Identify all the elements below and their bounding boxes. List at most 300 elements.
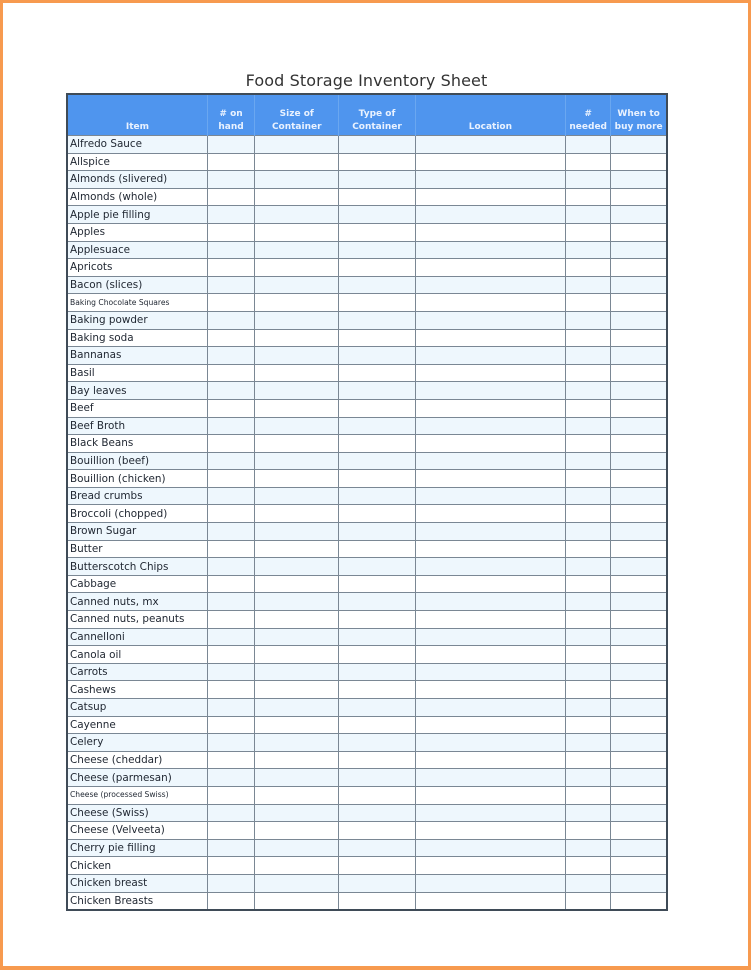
needed-cell[interactable] bbox=[566, 874, 611, 892]
on-hand-cell[interactable] bbox=[207, 716, 254, 734]
when-cell[interactable] bbox=[611, 505, 667, 523]
type-cell[interactable] bbox=[339, 540, 415, 558]
location-cell[interactable] bbox=[415, 188, 566, 206]
when-cell[interactable] bbox=[611, 558, 667, 576]
size-cell[interactable] bbox=[255, 628, 339, 646]
needed-cell[interactable] bbox=[566, 505, 611, 523]
size-cell[interactable] bbox=[255, 575, 339, 593]
location-cell[interactable] bbox=[415, 399, 566, 417]
size-cell[interactable] bbox=[255, 223, 339, 241]
type-cell[interactable] bbox=[339, 523, 415, 541]
type-cell[interactable] bbox=[339, 804, 415, 822]
location-cell[interactable] bbox=[415, 347, 566, 365]
table-row bbox=[67, 329, 667, 347]
type-cell[interactable] bbox=[339, 276, 415, 294]
location-cell[interactable] bbox=[415, 628, 566, 646]
size-cell[interactable] bbox=[255, 470, 339, 488]
type-cell[interactable] bbox=[339, 892, 415, 910]
needed-cell[interactable] bbox=[566, 786, 611, 804]
needed-cell[interactable] bbox=[566, 769, 611, 787]
item-name-cell: Apples bbox=[67, 223, 207, 241]
type-cell[interactable] bbox=[339, 171, 415, 189]
size-cell[interactable] bbox=[255, 136, 339, 154]
size-cell[interactable] bbox=[255, 311, 339, 329]
type-cell[interactable] bbox=[339, 734, 415, 752]
item-name-cell: Applesuace bbox=[67, 241, 207, 259]
item-name-cell: Apricots bbox=[67, 259, 207, 277]
location-cell[interactable] bbox=[415, 786, 566, 804]
location-cell[interactable] bbox=[415, 259, 566, 277]
when-cell[interactable] bbox=[611, 892, 667, 910]
size-cell[interactable] bbox=[255, 593, 339, 611]
location-cell[interactable] bbox=[415, 575, 566, 593]
when-cell[interactable] bbox=[611, 347, 667, 365]
on-hand-cell[interactable] bbox=[207, 364, 254, 382]
when-cell[interactable] bbox=[611, 136, 667, 154]
location-cell[interactable] bbox=[415, 417, 566, 435]
location-cell[interactable] bbox=[415, 751, 566, 769]
needed-cell[interactable] bbox=[566, 611, 611, 629]
location-cell[interactable] bbox=[415, 804, 566, 822]
on-hand-cell[interactable] bbox=[207, 153, 254, 171]
needed-cell[interactable] bbox=[566, 857, 611, 875]
type-cell[interactable] bbox=[339, 452, 415, 470]
table-row bbox=[67, 734, 667, 752]
needed-cell[interactable] bbox=[566, 470, 611, 488]
location-cell[interactable] bbox=[415, 734, 566, 752]
when-cell[interactable] bbox=[611, 311, 667, 329]
needed-cell[interactable] bbox=[566, 206, 611, 224]
type-cell[interactable] bbox=[339, 716, 415, 734]
size-cell[interactable] bbox=[255, 611, 339, 629]
item-name-cell: Cherry pie filling bbox=[67, 839, 207, 857]
table-row bbox=[67, 699, 667, 717]
table-row bbox=[67, 575, 667, 593]
when-cell[interactable] bbox=[611, 241, 667, 259]
location-cell[interactable] bbox=[415, 716, 566, 734]
when-cell[interactable] bbox=[611, 487, 667, 505]
size-cell[interactable] bbox=[255, 347, 339, 365]
needed-cell[interactable] bbox=[566, 699, 611, 717]
size-cell[interactable] bbox=[255, 874, 339, 892]
location-cell[interactable] bbox=[415, 329, 566, 347]
location-cell[interactable] bbox=[415, 892, 566, 910]
when-cell[interactable] bbox=[611, 329, 667, 347]
item-name-cell: Butter bbox=[67, 540, 207, 558]
column-header-location bbox=[415, 94, 566, 136]
on-hand-cell[interactable] bbox=[207, 734, 254, 752]
needed-cell[interactable] bbox=[566, 734, 611, 752]
size-cell[interactable] bbox=[255, 716, 339, 734]
location-cell[interactable] bbox=[415, 505, 566, 523]
table-row bbox=[67, 751, 667, 769]
size-cell[interactable] bbox=[255, 681, 339, 699]
needed-cell[interactable] bbox=[566, 329, 611, 347]
size-cell[interactable] bbox=[255, 540, 339, 558]
when-cell[interactable] bbox=[611, 716, 667, 734]
type-cell[interactable] bbox=[339, 558, 415, 576]
type-cell[interactable] bbox=[339, 399, 415, 417]
when-cell[interactable] bbox=[611, 611, 667, 629]
type-cell[interactable] bbox=[339, 382, 415, 400]
type-cell[interactable] bbox=[339, 699, 415, 717]
location-cell[interactable] bbox=[415, 364, 566, 382]
location-cell[interactable] bbox=[415, 276, 566, 294]
location-cell[interactable] bbox=[415, 699, 566, 717]
type-cell[interactable] bbox=[339, 681, 415, 699]
on-hand-cell[interactable] bbox=[207, 311, 254, 329]
type-cell[interactable] bbox=[339, 364, 415, 382]
when-cell[interactable] bbox=[611, 699, 667, 717]
type-cell[interactable] bbox=[339, 470, 415, 488]
on-hand-cell[interactable] bbox=[207, 523, 254, 541]
needed-cell[interactable] bbox=[566, 435, 611, 453]
on-hand-cell[interactable] bbox=[207, 241, 254, 259]
size-cell[interactable] bbox=[255, 417, 339, 435]
type-cell[interactable] bbox=[339, 294, 415, 312]
size-cell[interactable] bbox=[255, 786, 339, 804]
needed-cell[interactable] bbox=[566, 839, 611, 857]
size-cell[interactable] bbox=[255, 505, 339, 523]
size-cell[interactable] bbox=[255, 523, 339, 541]
on-hand-cell[interactable] bbox=[207, 505, 254, 523]
size-cell[interactable] bbox=[255, 646, 339, 664]
when-cell[interactable] bbox=[611, 294, 667, 312]
on-hand-cell[interactable] bbox=[207, 329, 254, 347]
on-hand-cell[interactable] bbox=[207, 259, 254, 277]
needed-cell[interactable] bbox=[566, 153, 611, 171]
on-hand-cell[interactable] bbox=[207, 206, 254, 224]
needed-cell[interactable] bbox=[566, 364, 611, 382]
when-cell[interactable] bbox=[611, 399, 667, 417]
size-cell[interactable] bbox=[255, 558, 339, 576]
size-cell[interactable] bbox=[255, 276, 339, 294]
on-hand-cell[interactable] bbox=[207, 857, 254, 875]
needed-cell[interactable] bbox=[566, 452, 611, 470]
size-cell[interactable] bbox=[255, 734, 339, 752]
type-cell[interactable] bbox=[339, 593, 415, 611]
type-cell[interactable] bbox=[339, 663, 415, 681]
size-cell[interactable] bbox=[255, 206, 339, 224]
when-cell[interactable] bbox=[611, 364, 667, 382]
item-name-cell: Cabbage bbox=[67, 575, 207, 593]
location-cell[interactable] bbox=[415, 839, 566, 857]
location-cell[interactable] bbox=[415, 822, 566, 840]
size-cell[interactable] bbox=[255, 399, 339, 417]
size-cell[interactable] bbox=[255, 259, 339, 277]
on-hand-cell[interactable] bbox=[207, 611, 254, 629]
size-cell[interactable] bbox=[255, 364, 339, 382]
on-hand-cell[interactable] bbox=[207, 276, 254, 294]
type-cell[interactable] bbox=[339, 188, 415, 206]
on-hand-cell[interactable] bbox=[207, 136, 254, 154]
location-cell[interactable] bbox=[415, 452, 566, 470]
when-cell[interactable] bbox=[611, 646, 667, 664]
needed-cell[interactable] bbox=[566, 523, 611, 541]
needed-cell[interactable] bbox=[566, 558, 611, 576]
type-cell[interactable] bbox=[339, 646, 415, 664]
on-hand-cell[interactable] bbox=[207, 769, 254, 787]
needed-cell[interactable] bbox=[566, 628, 611, 646]
size-cell[interactable] bbox=[255, 241, 339, 259]
needed-cell[interactable] bbox=[566, 663, 611, 681]
on-hand-cell[interactable] bbox=[207, 804, 254, 822]
size-cell[interactable] bbox=[255, 329, 339, 347]
table-row bbox=[67, 259, 667, 277]
on-hand-cell[interactable] bbox=[207, 874, 254, 892]
type-cell[interactable] bbox=[339, 153, 415, 171]
location-cell[interactable] bbox=[415, 487, 566, 505]
size-cell[interactable] bbox=[255, 452, 339, 470]
location-cell[interactable] bbox=[415, 241, 566, 259]
on-hand-cell[interactable] bbox=[207, 347, 254, 365]
type-cell[interactable] bbox=[339, 136, 415, 154]
size-cell[interactable] bbox=[255, 487, 339, 505]
when-cell[interactable] bbox=[611, 839, 667, 857]
type-cell[interactable] bbox=[339, 769, 415, 787]
size-cell[interactable] bbox=[255, 663, 339, 681]
item-name-cell: Canned nuts, peanuts bbox=[67, 611, 207, 629]
on-hand-cell[interactable] bbox=[207, 751, 254, 769]
type-cell[interactable] bbox=[339, 611, 415, 629]
when-cell[interactable] bbox=[611, 276, 667, 294]
type-cell[interactable] bbox=[339, 329, 415, 347]
location-cell[interactable] bbox=[415, 294, 566, 312]
when-cell[interactable] bbox=[611, 681, 667, 699]
location-cell[interactable] bbox=[415, 769, 566, 787]
needed-cell[interactable] bbox=[566, 276, 611, 294]
needed-cell[interactable] bbox=[566, 241, 611, 259]
when-cell[interactable] bbox=[611, 874, 667, 892]
location-cell[interactable] bbox=[415, 874, 566, 892]
when-cell[interactable] bbox=[611, 734, 667, 752]
location-cell[interactable] bbox=[415, 663, 566, 681]
needed-cell[interactable] bbox=[566, 540, 611, 558]
when-cell[interactable] bbox=[611, 663, 667, 681]
location-cell[interactable] bbox=[415, 857, 566, 875]
type-cell[interactable] bbox=[339, 311, 415, 329]
needed-cell[interactable] bbox=[566, 259, 611, 277]
table-row bbox=[67, 804, 667, 822]
type-cell[interactable] bbox=[339, 435, 415, 453]
item-name-cell: Cheese (cheddar) bbox=[67, 751, 207, 769]
location-cell[interactable] bbox=[415, 136, 566, 154]
when-cell[interactable] bbox=[611, 628, 667, 646]
on-hand-cell[interactable] bbox=[207, 223, 254, 241]
when-cell[interactable] bbox=[611, 171, 667, 189]
needed-cell[interactable] bbox=[566, 487, 611, 505]
size-cell[interactable] bbox=[255, 751, 339, 769]
location-cell[interactable] bbox=[415, 558, 566, 576]
on-hand-cell[interactable] bbox=[207, 839, 254, 857]
page-title: Food Storage Inventory Sheet bbox=[245, 71, 488, 90]
size-cell[interactable] bbox=[255, 769, 339, 787]
on-hand-cell[interactable] bbox=[207, 699, 254, 717]
when-cell[interactable] bbox=[611, 188, 667, 206]
when-cell[interactable] bbox=[611, 751, 667, 769]
location-cell[interactable] bbox=[415, 435, 566, 453]
item-name-cell: Almonds (slivered) bbox=[67, 171, 207, 189]
on-hand-cell[interactable] bbox=[207, 540, 254, 558]
when-cell[interactable] bbox=[611, 382, 667, 400]
needed-cell[interactable] bbox=[566, 822, 611, 840]
on-hand-cell[interactable] bbox=[207, 294, 254, 312]
on-hand-cell[interactable] bbox=[207, 822, 254, 840]
size-cell[interactable] bbox=[255, 153, 339, 171]
on-hand-cell[interactable] bbox=[207, 646, 254, 664]
item-name-cell: Canola oil bbox=[67, 646, 207, 664]
needed-cell[interactable] bbox=[566, 593, 611, 611]
on-hand-cell[interactable] bbox=[207, 892, 254, 910]
type-cell[interactable] bbox=[339, 223, 415, 241]
location-cell[interactable] bbox=[415, 223, 566, 241]
type-cell[interactable] bbox=[339, 241, 415, 259]
needed-cell[interactable] bbox=[566, 347, 611, 365]
when-cell[interactable] bbox=[611, 452, 667, 470]
item-name-cell: Allspice bbox=[67, 153, 207, 171]
location-cell[interactable] bbox=[415, 611, 566, 629]
on-hand-cell[interactable] bbox=[207, 628, 254, 646]
size-cell[interactable] bbox=[255, 171, 339, 189]
when-cell[interactable] bbox=[611, 540, 667, 558]
on-hand-cell[interactable] bbox=[207, 470, 254, 488]
when-cell[interactable] bbox=[611, 523, 667, 541]
needed-cell[interactable] bbox=[566, 136, 611, 154]
location-cell[interactable] bbox=[415, 206, 566, 224]
needed-cell[interactable] bbox=[566, 892, 611, 910]
size-cell[interactable] bbox=[255, 892, 339, 910]
on-hand-cell[interactable] bbox=[207, 452, 254, 470]
type-cell[interactable] bbox=[339, 417, 415, 435]
on-hand-cell[interactable] bbox=[207, 435, 254, 453]
type-cell[interactable] bbox=[339, 259, 415, 277]
when-cell[interactable] bbox=[611, 769, 667, 787]
table-row bbox=[67, 382, 667, 400]
needed-cell[interactable] bbox=[566, 223, 611, 241]
when-cell[interactable] bbox=[611, 804, 667, 822]
size-cell[interactable] bbox=[255, 435, 339, 453]
type-cell[interactable] bbox=[339, 786, 415, 804]
type-cell[interactable] bbox=[339, 505, 415, 523]
location-cell[interactable] bbox=[415, 523, 566, 541]
needed-cell[interactable] bbox=[566, 294, 611, 312]
needed-cell[interactable] bbox=[566, 311, 611, 329]
location-cell[interactable] bbox=[415, 382, 566, 400]
size-cell[interactable] bbox=[255, 857, 339, 875]
on-hand-cell[interactable] bbox=[207, 558, 254, 576]
item-name-cell: Baking soda bbox=[67, 329, 207, 347]
type-cell[interactable] bbox=[339, 874, 415, 892]
size-cell[interactable] bbox=[255, 382, 339, 400]
when-cell[interactable] bbox=[611, 435, 667, 453]
on-hand-cell[interactable] bbox=[207, 575, 254, 593]
needed-cell[interactable] bbox=[566, 171, 611, 189]
location-cell[interactable] bbox=[415, 153, 566, 171]
type-cell[interactable] bbox=[339, 628, 415, 646]
location-cell[interactable] bbox=[415, 646, 566, 664]
table-row bbox=[67, 136, 667, 154]
on-hand-cell[interactable] bbox=[207, 417, 254, 435]
on-hand-cell[interactable] bbox=[207, 681, 254, 699]
size-cell[interactable] bbox=[255, 699, 339, 717]
needed-cell[interactable] bbox=[566, 804, 611, 822]
location-cell[interactable] bbox=[415, 311, 566, 329]
when-cell[interactable] bbox=[611, 153, 667, 171]
location-cell[interactable] bbox=[415, 593, 566, 611]
when-cell[interactable] bbox=[611, 470, 667, 488]
location-cell[interactable] bbox=[415, 540, 566, 558]
when-cell[interactable] bbox=[611, 857, 667, 875]
table-row bbox=[67, 206, 667, 224]
column-header-line1: # on bbox=[219, 109, 243, 119]
table-row bbox=[67, 769, 667, 787]
item-name-cell: Cannelloni bbox=[67, 628, 207, 646]
on-hand-cell[interactable] bbox=[207, 188, 254, 206]
needed-cell[interactable] bbox=[566, 716, 611, 734]
item-name-cell: Beef bbox=[67, 399, 207, 417]
when-cell[interactable] bbox=[611, 593, 667, 611]
when-cell[interactable] bbox=[611, 822, 667, 840]
type-cell[interactable] bbox=[339, 206, 415, 224]
type-cell[interactable] bbox=[339, 487, 415, 505]
size-cell[interactable] bbox=[255, 822, 339, 840]
needed-cell[interactable] bbox=[566, 399, 611, 417]
column-header-line2: buy more bbox=[614, 122, 663, 132]
location-cell[interactable] bbox=[415, 681, 566, 699]
when-cell[interactable] bbox=[611, 206, 667, 224]
item-name-cell: Black Beans bbox=[67, 435, 207, 453]
type-cell[interactable] bbox=[339, 822, 415, 840]
type-cell[interactable] bbox=[339, 347, 415, 365]
type-cell[interactable] bbox=[339, 575, 415, 593]
on-hand-cell[interactable] bbox=[207, 593, 254, 611]
needed-cell[interactable] bbox=[566, 681, 611, 699]
type-cell[interactable] bbox=[339, 839, 415, 857]
needed-cell[interactable] bbox=[566, 575, 611, 593]
size-cell[interactable] bbox=[255, 294, 339, 312]
when-cell[interactable] bbox=[611, 417, 667, 435]
on-hand-cell[interactable] bbox=[207, 399, 254, 417]
table-row bbox=[67, 399, 667, 417]
when-cell[interactable] bbox=[611, 575, 667, 593]
on-hand-cell[interactable] bbox=[207, 382, 254, 400]
needed-cell[interactable] bbox=[566, 382, 611, 400]
item-name-cell: Broccoli (chopped) bbox=[67, 505, 207, 523]
on-hand-cell[interactable] bbox=[207, 487, 254, 505]
item-name-cell: Chicken Breasts bbox=[67, 892, 207, 910]
needed-cell[interactable] bbox=[566, 188, 611, 206]
size-cell[interactable] bbox=[255, 804, 339, 822]
on-hand-cell[interactable] bbox=[207, 786, 254, 804]
location-cell[interactable] bbox=[415, 470, 566, 488]
when-cell[interactable] bbox=[611, 786, 667, 804]
needed-cell[interactable] bbox=[566, 646, 611, 664]
on-hand-cell[interactable] bbox=[207, 171, 254, 189]
type-cell[interactable] bbox=[339, 857, 415, 875]
table-row bbox=[67, 892, 667, 910]
location-cell[interactable] bbox=[415, 171, 566, 189]
size-cell[interactable] bbox=[255, 188, 339, 206]
column-header-item bbox=[67, 94, 207, 136]
needed-cell[interactable] bbox=[566, 417, 611, 435]
needed-cell[interactable] bbox=[566, 751, 611, 769]
table-row bbox=[67, 874, 667, 892]
when-cell[interactable] bbox=[611, 259, 667, 277]
when-cell[interactable] bbox=[611, 223, 667, 241]
size-cell[interactable] bbox=[255, 839, 339, 857]
on-hand-cell[interactable] bbox=[207, 663, 254, 681]
type-cell[interactable] bbox=[339, 751, 415, 769]
